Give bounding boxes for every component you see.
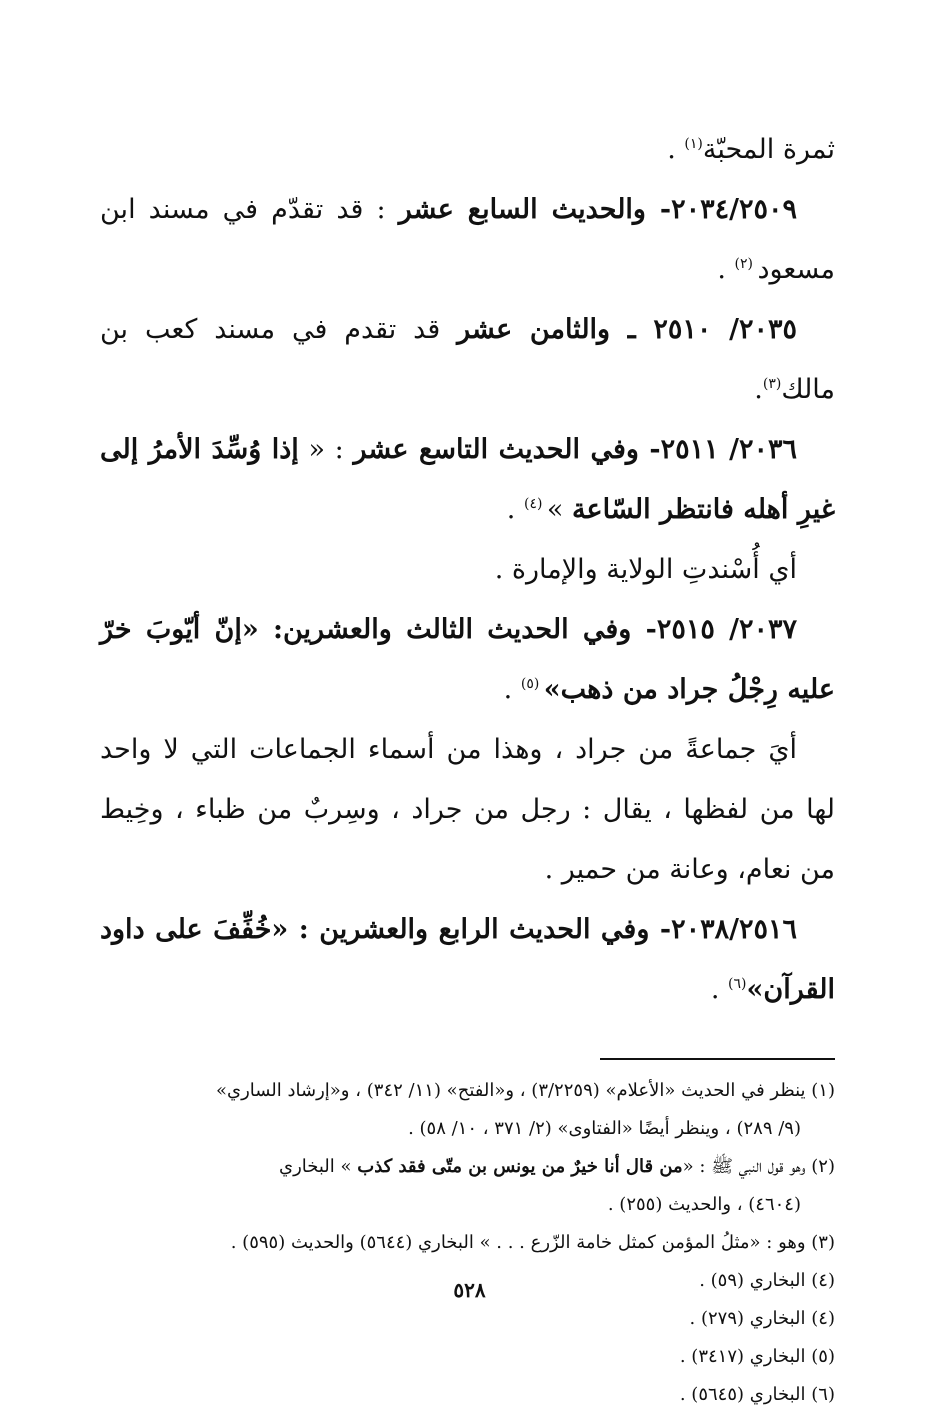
continuation-text: ثمرة المحبّة [702,134,835,165]
footnote-4a: (٤) البخاري (٥٩) . [699,1270,835,1291]
footnote-2: (٢) وهو قول النبي ﷺ : «من قال أنا خيرٌ من يونس بن متّى فقد كذب » البخاري [278,1156,835,1177]
entry-heading: والثامن عشر [457,314,611,345]
footnote-ref-1[interactable]: (١) [684,136,703,152]
footnote-ref-3[interactable]: (٣) [762,376,782,392]
footnote-2-quote: من قال أنا خيرٌ من يونس بن متّى فقد كذب [357,1156,683,1177]
main-text [100,120,835,1020]
footnote-5: (٥) البخاري (٣٤١٧) . [679,1346,835,1367]
entry-2037: ٢٠٣٧/ ٢٥١٥- وفي الحديث الثالث والعشرين: «إنّ أيّوبَ خرّ عليه رِجْلُ جراد من ذهب» $^{(٥)}$ . [100,614,835,705]
hadith-quote: إذا وُسِّدَ الأمرُ إلى غيرِ أهله فانتظر السّاعة [100,434,835,525]
page-body [100,120,835,1414]
hadith-quote: خُفِّفَ على داود القرآن [100,914,835,1005]
explanation-2037: أيَ جماعةً من جراد ، وهذا من أسماء الجماعات التي لا واحد لها من لفظها ، يقال : رجل من جراد ، وسِربٌ من ظباء ، وخِيط من نعام، وعانة من حمير . [100,734,835,885]
entry-number: ٢٠٣٨/٢٥١٦- [649,914,797,945]
entry-number: ٢٠٣٥/ ٢٥١٠ ـ [610,314,797,345]
footnote-divider [600,1058,835,1060]
entry-number: ٢٠٣٤/٢٥٠٩- [645,194,798,225]
footnotes [100,1072,835,1414]
entry-2038: ٢٠٣٨/٢٥١٦- وفي الحديث الرابع والعشرين : «خُفِّفَ على داود القرآن»$^{(٦)}$ . [100,914,835,1005]
footnote-1-continued: (٩/ ٢٨٩) ، وينظر أيضًا «الفتاوى» (٢/ ٣٧١ ، ١٠/ ٥٨) . [408,1118,801,1139]
entry-heading: والحديث السابع عشر [398,194,646,225]
line-continuation: ثمرة المحبّة$^{(١)}$ . [667,134,835,165]
entry-heading: وفي الحديث التاسع عشر [353,434,639,465]
footnote-4b: (٤) البخاري (٢٧٩) . [689,1308,835,1329]
entry-heading: وفي الحديث الثالث والعشرين [282,614,632,645]
entry-number: ٢٠٣٧/ ٢٥١٥- [631,614,797,645]
entry-text: : قد تقدّم في مسند ابن مسعود [100,194,835,285]
footnote-6: (٦) البخاري (٥٦٤٥) . [679,1384,835,1405]
hadith-quote: إنّ أيّوبَ خرّ عليه رِجْلُ جراد من ذهب [100,614,835,705]
entry-2034: ٢٠٣٤/٢٥٠٩- والحديث السابع عشر : قد تقدّم في مسند ابن مسعود $^{(٢)}$ . [100,194,835,285]
footnote-ref-6[interactable]: (٦) [728,976,747,992]
footnote-3: (٣) وهو : «مثلُ المؤمن كمثل خامة الزّرع . . . » البخاري (٥٦٤٤) والحديث (٥٩٥) . [230,1232,835,1253]
footnote-ref-5[interactable]: (٥) [520,676,544,692]
entry-2036: ٢٠٣٦/ ٢٥١١- وفي الحديث التاسع عشر : « إذا وُسِّدَ الأمرُ إلى غيرِ أهله فانتظر السّاعة » $^{(٤)}$ . [100,434,835,525]
page-number: ٥٢٨ [453,1278,486,1302]
entry-heading: وفي الحديث الرابع والعشرين [319,914,650,945]
footnote-ref-2[interactable]: (٢) [734,256,758,272]
entry-number: ٢٠٣٦/ ٢٥١١- [638,434,797,465]
footnote-1: (١) ينظر في الحديث «الأعلام» (٣/٢٢٥٩) ، و«الفتح» (١١/ ٣٤٢) ، و«إرشاد الساري» [215,1080,835,1101]
explanation-2036: أي أُسْندتِ الولاية والإمارة . [494,554,797,585]
footnote-ref-4[interactable]: (٤) [523,496,547,512]
entry-text: قد تقدم في مسند كعب بن مالك [100,314,835,405]
entry-2035: ٢٠٣٥/ ٢٥١٠ ـ والثامن عشر قد تقدم في مسند كعب بن مالك$^{(٣)}$. [100,314,835,405]
footnote-2-continued: (٤٦٠٤) ، والحديث (٢٥٥) . [607,1194,801,1215]
